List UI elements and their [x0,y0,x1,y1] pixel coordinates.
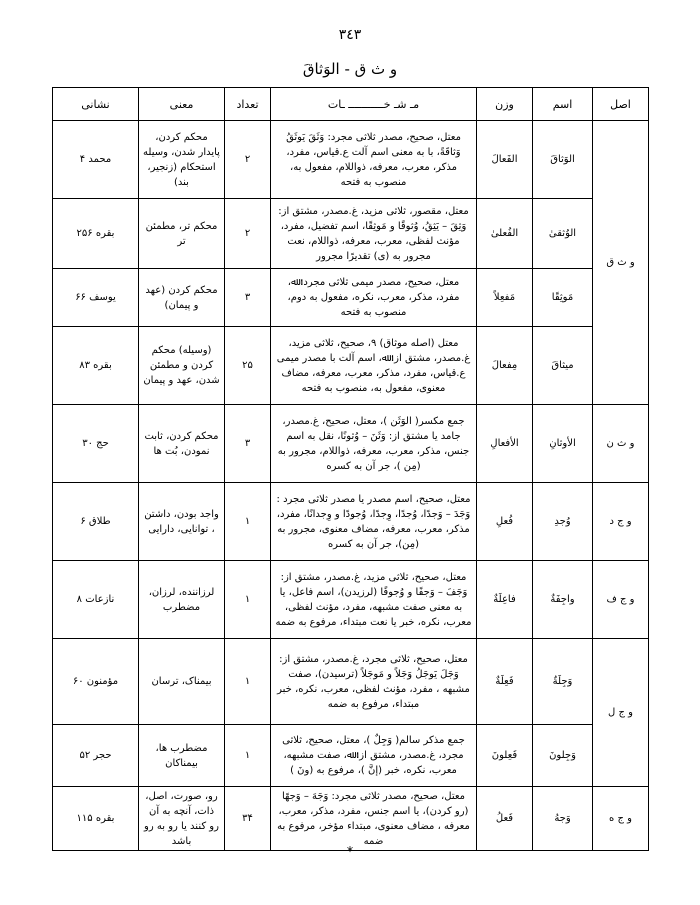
count-cell: ۱ [225,561,271,639]
count-cell: ۱ [225,725,271,787]
table-header-row [53,88,649,121]
reference-cell: طلاق ۶ [53,483,139,561]
meaning-cell: مضطرب ها، بیمناکان [139,725,225,787]
table-row [53,561,649,639]
pattern-cell: فَعِلَةٌ [477,639,533,725]
count-cell: ۳ [225,405,271,483]
reference-cell: یوسف ۶۶ [53,269,139,327]
description-cell: معتل، صحیح، اسم مصدر یا مصدر ثلاثی مجرد : وَجَدَ – وَجدًا، وُجدًا، وِجدًا، وُجودًا و وِجدانًا، مفرد، مذکر، معرب، معرفه، مضاف معنوی، مجرور به (مِن)، جر آن به کسره [271,483,477,561]
word-cell: الوُثقیٰ [533,199,593,269]
reference-cell: محمد ۴ [53,121,139,199]
description-cell: معتل، صحیح، ثلاثی مزید، غ.مصدر، مشتق از: وَجَفَ – وَجفًا و وُجوفًا (لرزیدن)، اسم فاعل، یا به معنی صفت مشبهه، مفرد، مؤنث لفظی، معرب، نکره، خبر یا نعت مبتداء، مرفوع به ضمه [271,561,477,639]
table-row [53,121,649,199]
word-cell: وَجِلَةٌ [533,639,593,725]
header-reference: نشانی [53,88,139,121]
pattern-cell: الفُعلیٰ [477,199,533,269]
word-cell: میثاقَ [533,327,593,405]
description-cell: معتل، مقصور، ثلاثی مزید، غ.مصدر، مشتق از: وَثِقَ – یَثِقُ، وُثوقًا و مَوثِقًا، اسم تفضیل، مفرد، مؤنث لفظی، معرب، معرفه، ذواللام، نعت مجرور به (ی) تقدیرًا مجرور [271,199,477,269]
reference-cell: نازعات ۸ [53,561,139,639]
description-cell: معتل (اصله موثاق) ۹، صحیح، ثلاثی مزید، غ.مصدر، مشتق از: ﷲ، اسم آلت با مصدر میمی ع.قیاس، مفرد، مذکر، معرب، معرفه، مضاف معنوی، مفعول به، منصوب به فتحه [271,327,477,405]
header-meaning: معنی [139,88,225,121]
word-cell: واجِفَةٌ [533,561,593,639]
meaning-cell: محکم تر، مطمئن تر [139,199,225,269]
header-pattern: وزن [477,88,533,121]
reference-cell: بقره ۲۵۶ [53,199,139,269]
count-cell: ۱ [225,483,271,561]
header-description: مـ شـ خـــــــــــ ـات [271,88,477,121]
pattern-cell: فَعلُ [477,787,533,851]
meaning-cell: محکم کردن (عهد و پیمان) [139,269,225,327]
meaning-cell: لرزاننده، لرزان، مضطرب [139,561,225,639]
pattern-cell: الأفعالِ [477,405,533,483]
table-row [53,483,649,561]
root-cell: و ج ل [593,639,649,787]
reference-cell: مؤمنون ۶۰ [53,639,139,725]
count-cell: ۱ [225,639,271,725]
meaning-cell: محکم کردن، پایدار شدن، وسیله استحکام (زنجیر، بند) [139,121,225,199]
count-cell: ۳۴ [225,787,271,851]
meaning-cell: (وسیله) محکم کردن و مطمئن شدن، عهد و پیمان [139,327,225,405]
root-cell: و ج د [593,483,649,561]
count-cell: ۳ [225,269,271,327]
header-word: اسم [533,88,593,121]
root-cell: و ث ن [593,405,649,483]
root-cell: و ث ق [593,121,649,405]
header-root: اصل [593,88,649,121]
root-cell: و ج ف [593,561,649,639]
meaning-cell: رو، صورت، اصل، ذات، آنچه به آن رو کنند یا رو به رو باشد [139,787,225,851]
page-number: ٣٤٣ [338,27,362,43]
description-cell: جمع مذکر سالم( وَجِلٌ )، معتل، صحیح، ثلاثی مجرد، غ.مصدر، مشتق از: ﷲ، صفت مشبهه، معرب، نکره، خبر (إنَّ )، مرفوع به (ونَ ) [271,725,477,787]
word-cell: وَجِلونَ [533,725,593,787]
lexicon-table [52,87,649,851]
pattern-cell: مِفعالَ [477,327,533,405]
table-row [53,787,649,851]
word-cell: وَجهُ [533,787,593,851]
reference-cell: حجر ۵۲ [53,725,139,787]
pattern-cell: مَفعِلاً [477,269,533,327]
description-cell: معتل، صحیح، مصدر میمی ثلاثی مجرد: ﷲ، مفرد، مذکر، معرب، نکره، مفعول به دوم، منصوب به فتحه [271,269,477,327]
pattern-cell: فُعلِ [477,483,533,561]
reference-cell: بقره ۱۱۵ [53,787,139,851]
count-cell: ۲ [225,121,271,199]
pattern-cell: فاعِلَةٌ [477,561,533,639]
description-cell: معتل، صحیح، ثلاثی مجرد، غ.مصدر، مشتق از: وَجَلَ یَوجَلُ وَجَلاً و مَوجَلاً (ترسیدن)، صفت مشبهه ، مفرد، مؤنث لفظی، معرب، نکره، خبر مبتداء، مرفوع به ضمه [271,639,477,725]
table-row [53,725,649,787]
table-row [53,269,649,327]
word-cell: الأوثانِ [533,405,593,483]
meaning-cell: واجد بودن، داشتن ، توانایی، دارایی [139,483,225,561]
meaning-cell: بیمناک، ترسان [139,639,225,725]
pattern-cell: فَعِلونَ [477,725,533,787]
reference-cell: بقره ۸۳ [53,327,139,405]
table-row [53,405,649,483]
description-cell: معتل، صحیح، مصدر ثلاثی مجرد: وَجَهَ – وَجهًا (رو کردن)، یا اسم جنس، مفرد، مذکر، معرب، معرفه ، مضاف معنوی، مبتداء مؤخر، مرفوع به ضمه [271,787,477,851]
header-count: تعداد [225,88,271,121]
count-cell: ۲۵ [225,327,271,405]
table-row [53,199,649,269]
count-cell: ۲ [225,199,271,269]
footnote-mark: * [346,845,354,860]
table-row [53,639,649,725]
root-cell: و ج ه [593,787,649,851]
word-cell: الوَثاقَ [533,121,593,199]
reference-cell: حج ۳۰ [53,405,139,483]
table-row [53,327,649,405]
description-cell: جمع مکسر( الوَثَن )، معتل، صحیح، غ.مصدر، جامد یا مشتق از: وَثَنَ – وُثونًا، نقل به اسم جنس، مذکر، معرب، معرفه، ذواللام، مجرور به (مِن )، جر آن به کسره [271,405,477,483]
page-title: و ث ق - الوَثاقَ [302,60,398,78]
word-cell: مَوثِقًا [533,269,593,327]
description-cell: معتل، صحیح، مصدر ثلاثی مجرد: وَثَقَ یَوثَقُ وَثاقَةً، با به معنی اسم آلت ع.قیاس، مفرد، مذکر، معرب، معرفه، ذواللام، مفعول به، منصوب به فتحه [271,121,477,199]
meaning-cell: محکم کردن، ثابت نمودن، بُت ها [139,405,225,483]
word-cell: وُجدِ [533,483,593,561]
pattern-cell: الفَعالَ [477,121,533,199]
